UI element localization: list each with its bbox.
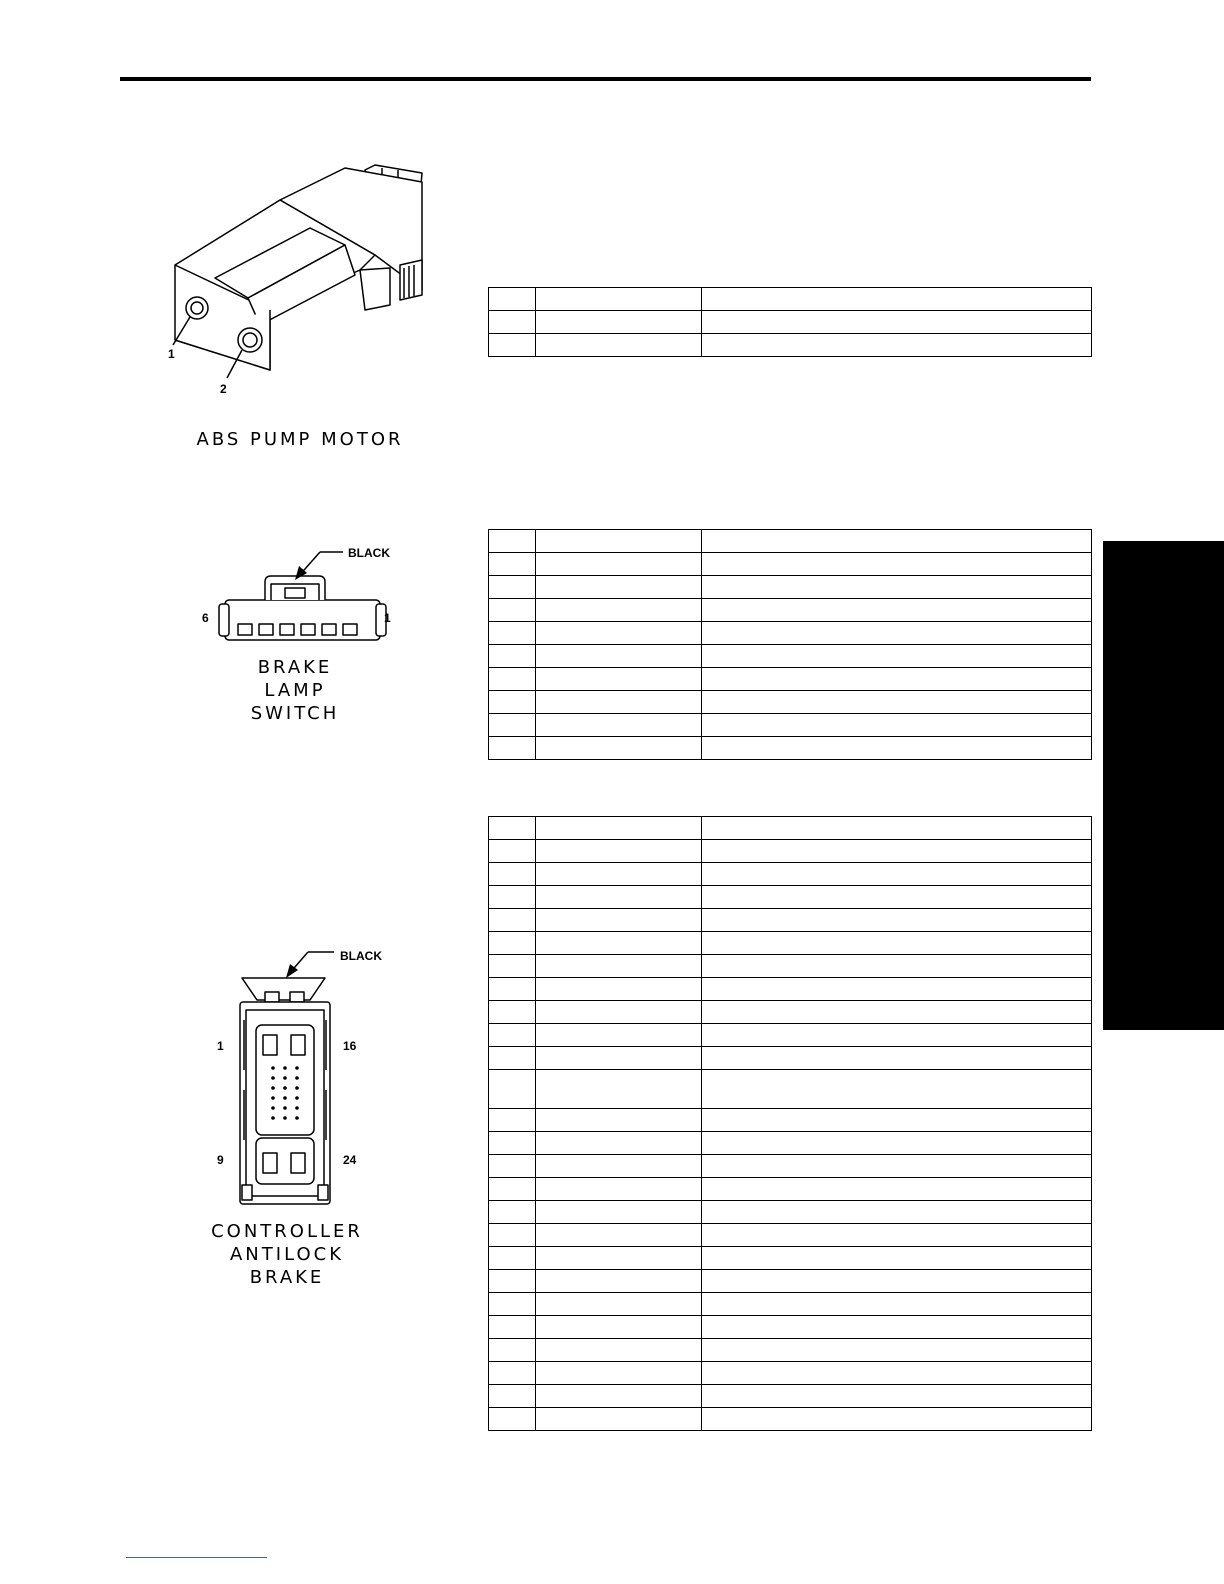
title-line: ABS PUMP MOTOR	[196, 429, 404, 450]
pinout-table-controller-antilock-brake	[488, 816, 1092, 1431]
connector-title-abs-pump-motor	[195, 428, 405, 451]
table-row	[489, 1408, 1092, 1431]
table-row	[489, 909, 1092, 932]
table-row	[489, 1385, 1092, 1408]
table-row	[489, 1247, 1092, 1270]
pin-label-16: 16	[343, 1039, 357, 1053]
table-row	[489, 1178, 1092, 1201]
table-row	[489, 1362, 1092, 1385]
pin-label-24: 24	[343, 1153, 357, 1167]
table-row	[489, 1024, 1092, 1047]
pinout-table-brake-lamp-switch	[488, 529, 1092, 760]
table-row	[489, 737, 1092, 760]
table-row	[489, 1201, 1092, 1224]
color-callout-black: BLACK	[340, 949, 382, 963]
table-row	[489, 334, 1092, 357]
table-row	[489, 622, 1092, 645]
pin-label-2: 2	[220, 382, 227, 396]
pin-label-1: 1	[217, 1039, 224, 1053]
pin-label-1: 1	[384, 611, 391, 625]
title-line: ANTILOCK	[229, 1244, 344, 1265]
table-row	[489, 932, 1092, 955]
table-row	[489, 645, 1092, 668]
table-row	[489, 668, 1092, 691]
table-row	[489, 817, 1092, 840]
title-line: LAMP	[264, 680, 326, 701]
table-row	[489, 1224, 1092, 1247]
footer-link-underline[interactable]	[126, 1557, 267, 1558]
table-row	[489, 576, 1092, 599]
table-row	[489, 863, 1092, 886]
color-callout-black: BLACK	[348, 546, 390, 560]
table-row	[489, 691, 1092, 714]
table-row	[489, 1316, 1092, 1339]
table-row	[489, 1109, 1092, 1132]
table-row	[489, 955, 1092, 978]
table-row	[489, 840, 1092, 863]
header-rule	[120, 77, 1091, 81]
table-row	[489, 553, 1092, 576]
table-row	[489, 1293, 1092, 1316]
table-row	[489, 530, 1092, 553]
table-row	[489, 714, 1092, 737]
table-row	[489, 1070, 1092, 1109]
section-tab	[1103, 541, 1224, 1030]
table-row	[489, 599, 1092, 622]
pin-label-6: 6	[202, 611, 209, 625]
pinout-table-abs-pump-motor	[488, 287, 1092, 357]
table-row	[489, 288, 1092, 311]
table-row	[489, 1155, 1092, 1178]
title-line: BRAKE	[249, 1267, 325, 1288]
table-row	[489, 1270, 1092, 1293]
table-row	[489, 886, 1092, 909]
table-row	[489, 1001, 1092, 1024]
title-line: BRAKE	[257, 657, 333, 678]
table-row	[489, 1339, 1092, 1362]
abs-pump-motor-connector-drawing	[160, 160, 440, 410]
table-row	[489, 1047, 1092, 1070]
controller-antilock-brake-connector-drawing	[230, 940, 400, 1210]
connector-title-brake-lamp-switch	[220, 656, 370, 725]
pin-label-9: 9	[217, 1153, 224, 1167]
connector-title-controller-antilock-brake	[202, 1220, 372, 1289]
table-row	[489, 311, 1092, 334]
title-line: CONTROLLER	[211, 1221, 363, 1242]
pin-label-1: 1	[168, 347, 175, 361]
table-row	[489, 978, 1092, 1001]
table-row	[489, 1132, 1092, 1155]
title-line: SWITCH	[250, 703, 340, 724]
